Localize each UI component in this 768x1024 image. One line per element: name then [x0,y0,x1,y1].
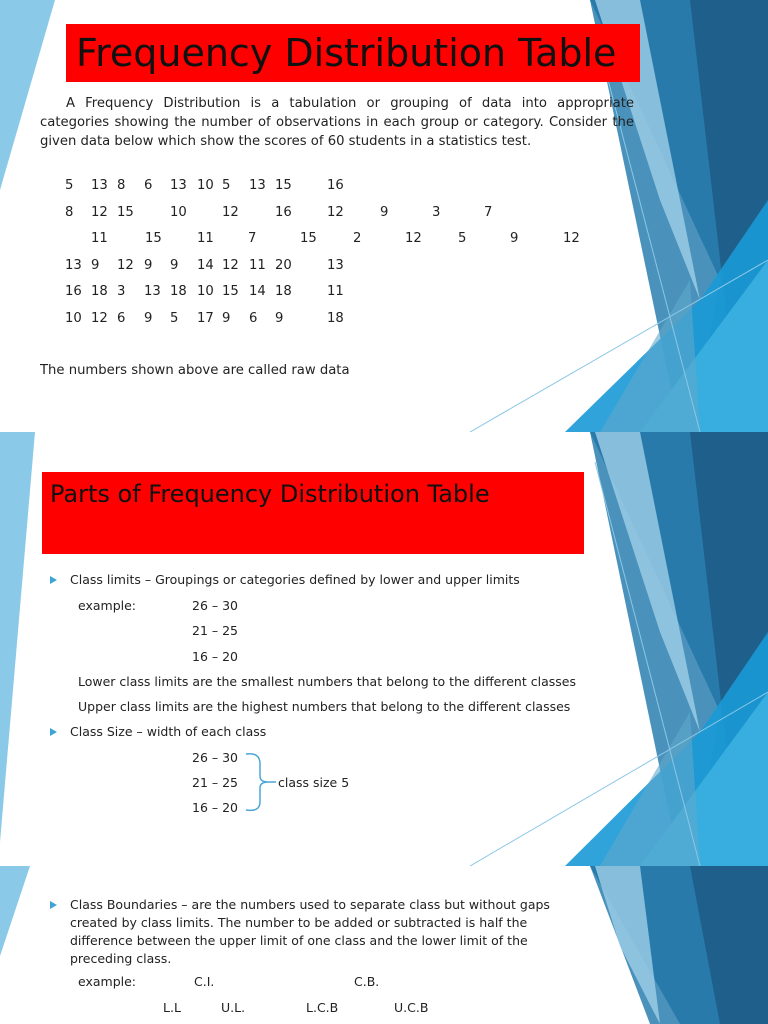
raw-data-value: 10 [170,205,187,220]
raw-data-value: 5 [170,311,179,326]
raw-data-value: 12 [563,231,580,246]
header-lower-limit: L.L [163,1000,181,1015]
raw-data-value: 11 [249,258,266,273]
example-label: example: [78,974,137,989]
raw-data-value: 11 [327,284,344,299]
class-size-definition: Class Size – width of each class [70,724,267,739]
raw-data-value: 8 [65,205,74,220]
raw-data-value: 3 [117,284,126,299]
raw-data-value: 12 [405,231,422,246]
raw-data-value: 16 [327,178,344,193]
raw-data-value: 6 [144,178,153,193]
brace-icon [244,750,278,814]
raw-data-value: 13 [144,284,161,299]
slide-class-boundaries [0,866,768,1024]
class-limits-definition: Class limits – Groupings or categories defined by lower and upper limits [70,572,520,587]
raw-data-value: 6 [249,311,258,326]
raw-data-value: 8 [117,178,126,193]
raw-data-value: 15 [145,231,162,246]
example-label: example: [78,598,137,613]
raw-data-value: 3 [432,205,441,220]
raw-data-value: 9 [380,205,389,220]
raw-data-value: 18 [91,284,108,299]
raw-data-value: 9 [275,311,284,326]
raw-data-value: 18 [327,311,344,326]
header-lower-class-boundary: L.C.B [306,1000,339,1015]
raw-data-value: 20 [275,258,292,273]
example-class-3: 16 – 20 [192,649,239,664]
raw-data-value: 7 [484,205,493,220]
raw-data-value: 17 [197,311,214,326]
raw-data-value: 9 [510,231,519,246]
raw-data-value: 12 [91,205,108,220]
slide-title: Frequency Distribution Table [66,24,640,82]
intro-paragraph: A Frequency Distribution is a tabulation or grouping of data into appropriate categories showing the number of observations in each group or category. Consider the given data below which show the scores of 60 students in a statistics test. [40,96,634,149]
raw-data-value: 18 [275,284,292,299]
raw-data-value: 13 [170,178,187,193]
raw-data-value: 13 [91,178,108,193]
slide-parts-of-table [0,432,768,866]
raw-data-row [0,311,640,331]
raw-data-value: 10 [197,178,214,193]
raw-data-value: 14 [197,258,214,273]
raw-data-value: 16 [65,284,82,299]
raw-data-value: 11 [197,231,214,246]
slide-title: Parts of Frequency Distribution Table [42,472,584,554]
ci-label: C.I. [194,974,215,989]
lower-class-limits-text: Lower class limits are the smallest numbers that belong to the different classes [78,674,576,689]
raw-data-value: 9 [170,258,179,273]
raw-data-value: 2 [353,231,362,246]
size-class-2: 21 – 25 [192,775,239,790]
raw-data-value: 5 [65,178,74,193]
raw-data-value: 12 [117,258,134,273]
raw-data-value: 12 [222,258,239,273]
raw-data-value: 10 [65,311,82,326]
header-upper-limit: U.L. [221,1000,246,1015]
raw-data-value: 6 [117,311,126,326]
bullet-icon [50,728,57,736]
raw-data-row [0,258,640,278]
raw-data-value: 13 [249,178,266,193]
raw-data-note: The numbers shown above are called raw data [40,363,350,378]
example-class-2: 21 – 25 [192,623,239,638]
raw-data-row [0,284,640,304]
raw-data-value: 7 [248,231,257,246]
raw-data-value: 5 [458,231,467,246]
class-boundaries-definition: Class Boundaries – are the numbers used to separate class but without gaps created by class limits. The number to be added or subtracted is half the difference between the upper limit of one class and the lower limit of the preceding class. [70,897,550,966]
upper-class-limits-text: Upper class limits are the highest numbers that belong to the different classes [78,699,571,714]
raw-data-value: 5 [222,178,231,193]
class-size-label: class size 5 [278,775,350,790]
raw-data-value: 15 [275,178,292,193]
bullet-icon [50,576,57,584]
raw-data-value: 15 [117,205,134,220]
slide-frequency-distribution [0,0,768,432]
raw-data-value: 11 [91,231,108,246]
cb-label: C.B. [354,974,380,989]
raw-data-value: 9 [222,311,231,326]
raw-data-value: 16 [275,205,292,220]
raw-data-value: 12 [222,205,239,220]
bullet-icon [50,901,57,909]
raw-data-value: 14 [249,284,266,299]
raw-data-row [0,231,640,251]
raw-data-value: 9 [144,258,153,273]
example-class-1: 26 – 30 [192,598,239,613]
raw-data-value: 9 [144,311,153,326]
raw-data-value: 18 [170,284,187,299]
raw-data-row [0,205,640,225]
raw-data-value: 13 [327,258,344,273]
raw-data-row [0,178,640,198]
raw-data-value: 15 [300,231,317,246]
header-upper-class-boundary: U.C.B [394,1000,429,1015]
raw-data-value: 10 [197,284,214,299]
size-class-1: 26 – 30 [192,750,239,765]
raw-data-value: 9 [91,258,100,273]
raw-data-value: 15 [222,284,239,299]
raw-data-value: 13 [65,258,82,273]
raw-data-value: 12 [327,205,344,220]
raw-data-value: 12 [91,311,108,326]
size-class-3: 16 – 20 [192,800,239,815]
